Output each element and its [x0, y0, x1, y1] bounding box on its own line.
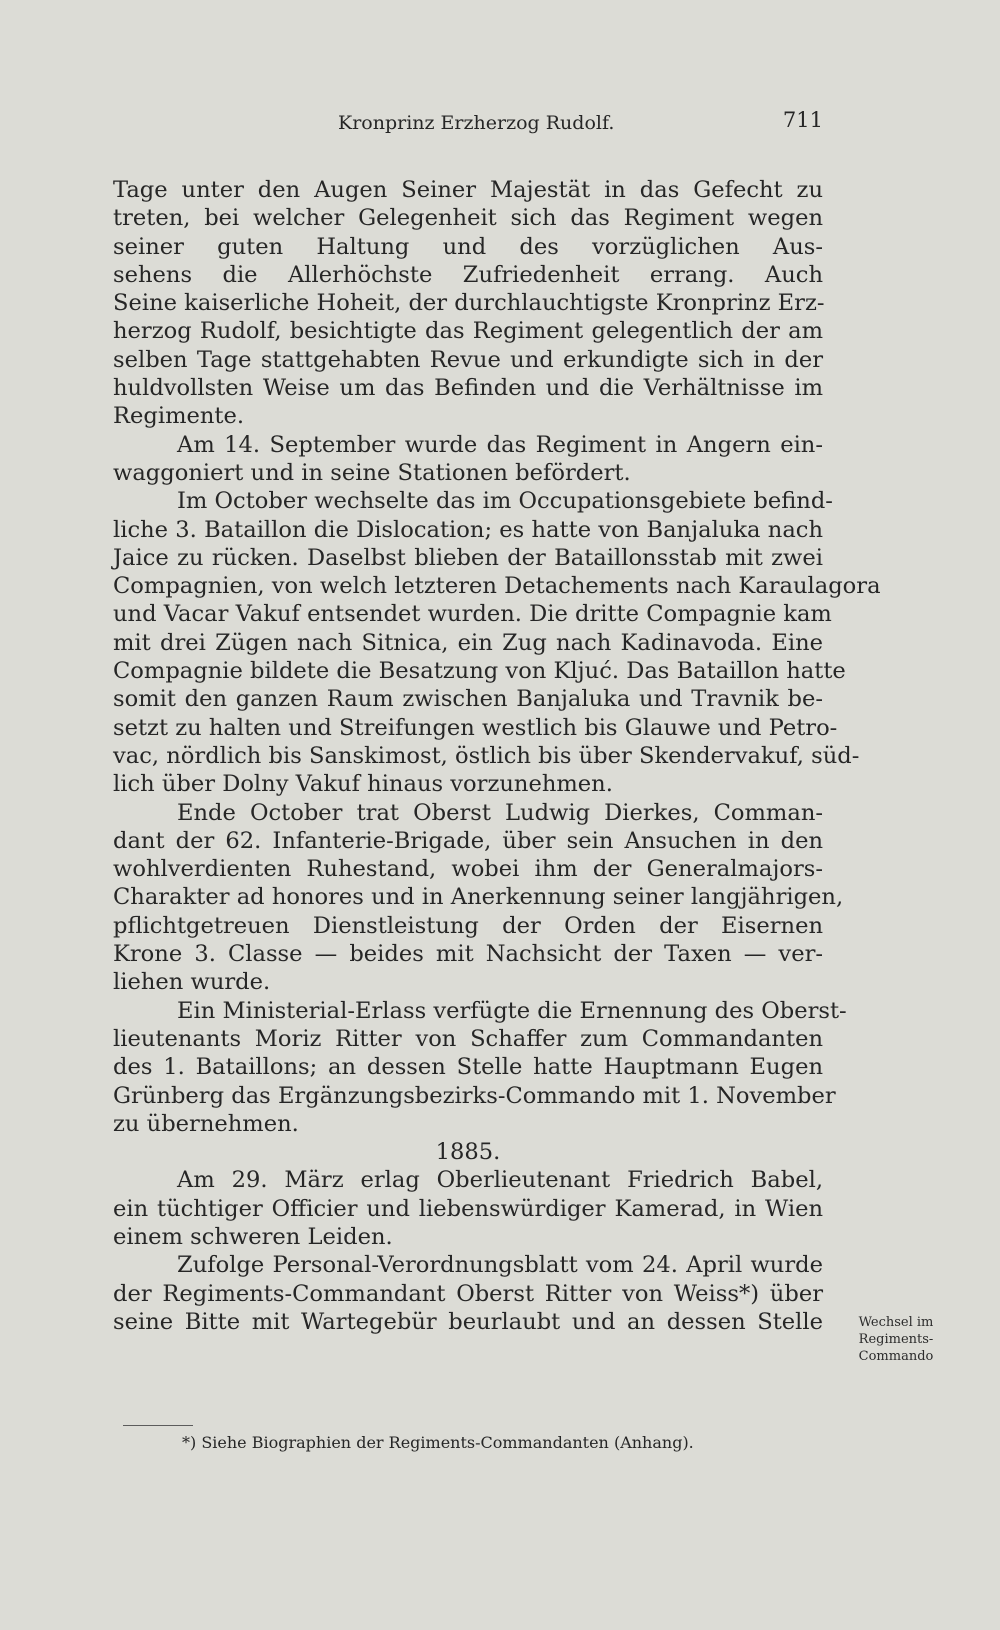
text-line: Am 29. März erlag Oberlieutenant Friedrich Babel, [177, 1167, 823, 1194]
text-line: Grünberg das Ergänzungsbezirks-Commando mit 1. November [113, 1082, 836, 1109]
text-line: vac, nördlich bis Sanskimost, östlich bis über Skendervakuf, süd- [113, 742, 860, 769]
text-line: Compagnien, von welch letzteren Detachements nach Karaulagora [113, 573, 881, 600]
page-header [113, 108, 823, 142]
text-line: setzt zu halten und Streifungen westlich bis Glauwe und Petro- [113, 714, 838, 741]
text-line: der Regiments-Commandant Oberst Ritter von Weiss*) über [113, 1280, 823, 1307]
footnote-rule [123, 1425, 193, 1426]
text-line: sehens die Allerhöchste Zufriedenheit errang. Auch [113, 261, 823, 288]
year-heading: 1885. [435, 1139, 501, 1166]
text-line: Am 14. September wurde das Regiment in Angern ein- [177, 431, 823, 458]
text-line: wohlverdienten Ruhestand, wobei ihm der Generalmajors- [113, 856, 823, 883]
text-line: einem schweren Leiden. [113, 1223, 393, 1250]
text-line: selben Tage stattgehabten Revue und erkundigte sich in der [113, 346, 823, 373]
text-line: waggoniert und in seine Stationen befördert. [113, 459, 631, 486]
text-line: lieutenants Moriz Ritter von Schaffer zum Commandanten [113, 1025, 823, 1052]
text-line: Jaice zu rücken. Daselbst blieben der Bataillonsstab mit zwei [113, 544, 823, 571]
margin-note-line: Regiments- [858, 1332, 934, 1347]
text-line: seiner guten Haltung und des vorzüglichen Aus- [113, 233, 823, 260]
text-line: somit den ganzen Raum zwischen Banjaluka und Travnik be- [113, 686, 823, 713]
text-line: pflichtgetreuen Dienstleistung der Orden der Eisernen [113, 912, 823, 939]
text-line: Tage unter den Augen Seiner Majestät in das Gefecht zu [113, 177, 823, 203]
text-line: Regimente. [113, 403, 245, 430]
body-text [113, 176, 881, 1336]
text-line: Charakter ad honores und in Anerkennung seiner langjährigen, [113, 884, 844, 911]
text-line: liehen wurde. [113, 969, 271, 996]
text-line: zu übernehmen. [113, 1110, 299, 1137]
page-number: 711 [782, 108, 823, 132]
text-line: Seine kaiserliche Hoheit, der durchlauchtigste Kronprinz Erz- [113, 290, 825, 317]
text-line: herzog Rudolf, besichtigte das Regiment gelegentlich der am [113, 318, 823, 345]
text-line: Im October wechselte das im Occupationsgebiete befind- [177, 488, 833, 515]
text-line: Ende October trat Oberst Ludwig Dierkes, Comman- [177, 799, 823, 826]
text-line: ein tüchtiger Officier und liebenswürdiger Kamerad, in Wien [113, 1195, 823, 1222]
text-line: treten, bei welcher Gelegenheit sich das Regiment wegen [113, 205, 823, 232]
text-line: Ein Ministerial-Erlass verfügte die Ernennung des Oberst- [177, 997, 847, 1024]
margin-note-line: Wechsel im [858, 1315, 934, 1330]
running-title: Kronprinz Erzherzog Rudolf. [338, 112, 615, 134]
text-line: seine Bitte mit Wartegebür beurlaubt und an dessen Stelle [113, 1308, 823, 1335]
text-line: Zufolge Personal-Verordnungsblatt vom 24. April wurde [177, 1252, 823, 1279]
text-line: dant der 62. Infanterie-Brigade, über sein Ansuchen in den [113, 827, 823, 854]
margin-note-line: Commando [858, 1349, 934, 1364]
text-line: liche 3. Bataillon die Dislocation; es hatte von Banjaluka nach [113, 516, 823, 543]
text-line: Krone 3. Classe — beides mit Nachsicht der Taxen — ver- [113, 941, 823, 968]
text-line: huldvollsten Weise um das Befinden und die Verhältnisse im [113, 375, 823, 402]
text-line: und Vacar Vakuf entsendet wurden. Die dritte Compagnie kam [113, 601, 832, 628]
text-line: lich über Dolny Vakuf hinaus vorzunehmen. [113, 771, 613, 798]
text-line: mit drei Zügen nach Sitnica, ein Zug nach Kadinavoda. Eine [113, 629, 823, 656]
margin-note [846, 1314, 946, 1365]
text-line: des 1. Bataillons; an dessen Stelle hatte Hauptmann Eugen [113, 1054, 823, 1081]
footnote: *) Siehe Biographien der Regiments-Commandanten (Anhang). [182, 1433, 694, 1452]
text-line: Compagnie bildete die Besatzung von Kljuć. Das Bataillon hatte [113, 658, 846, 685]
